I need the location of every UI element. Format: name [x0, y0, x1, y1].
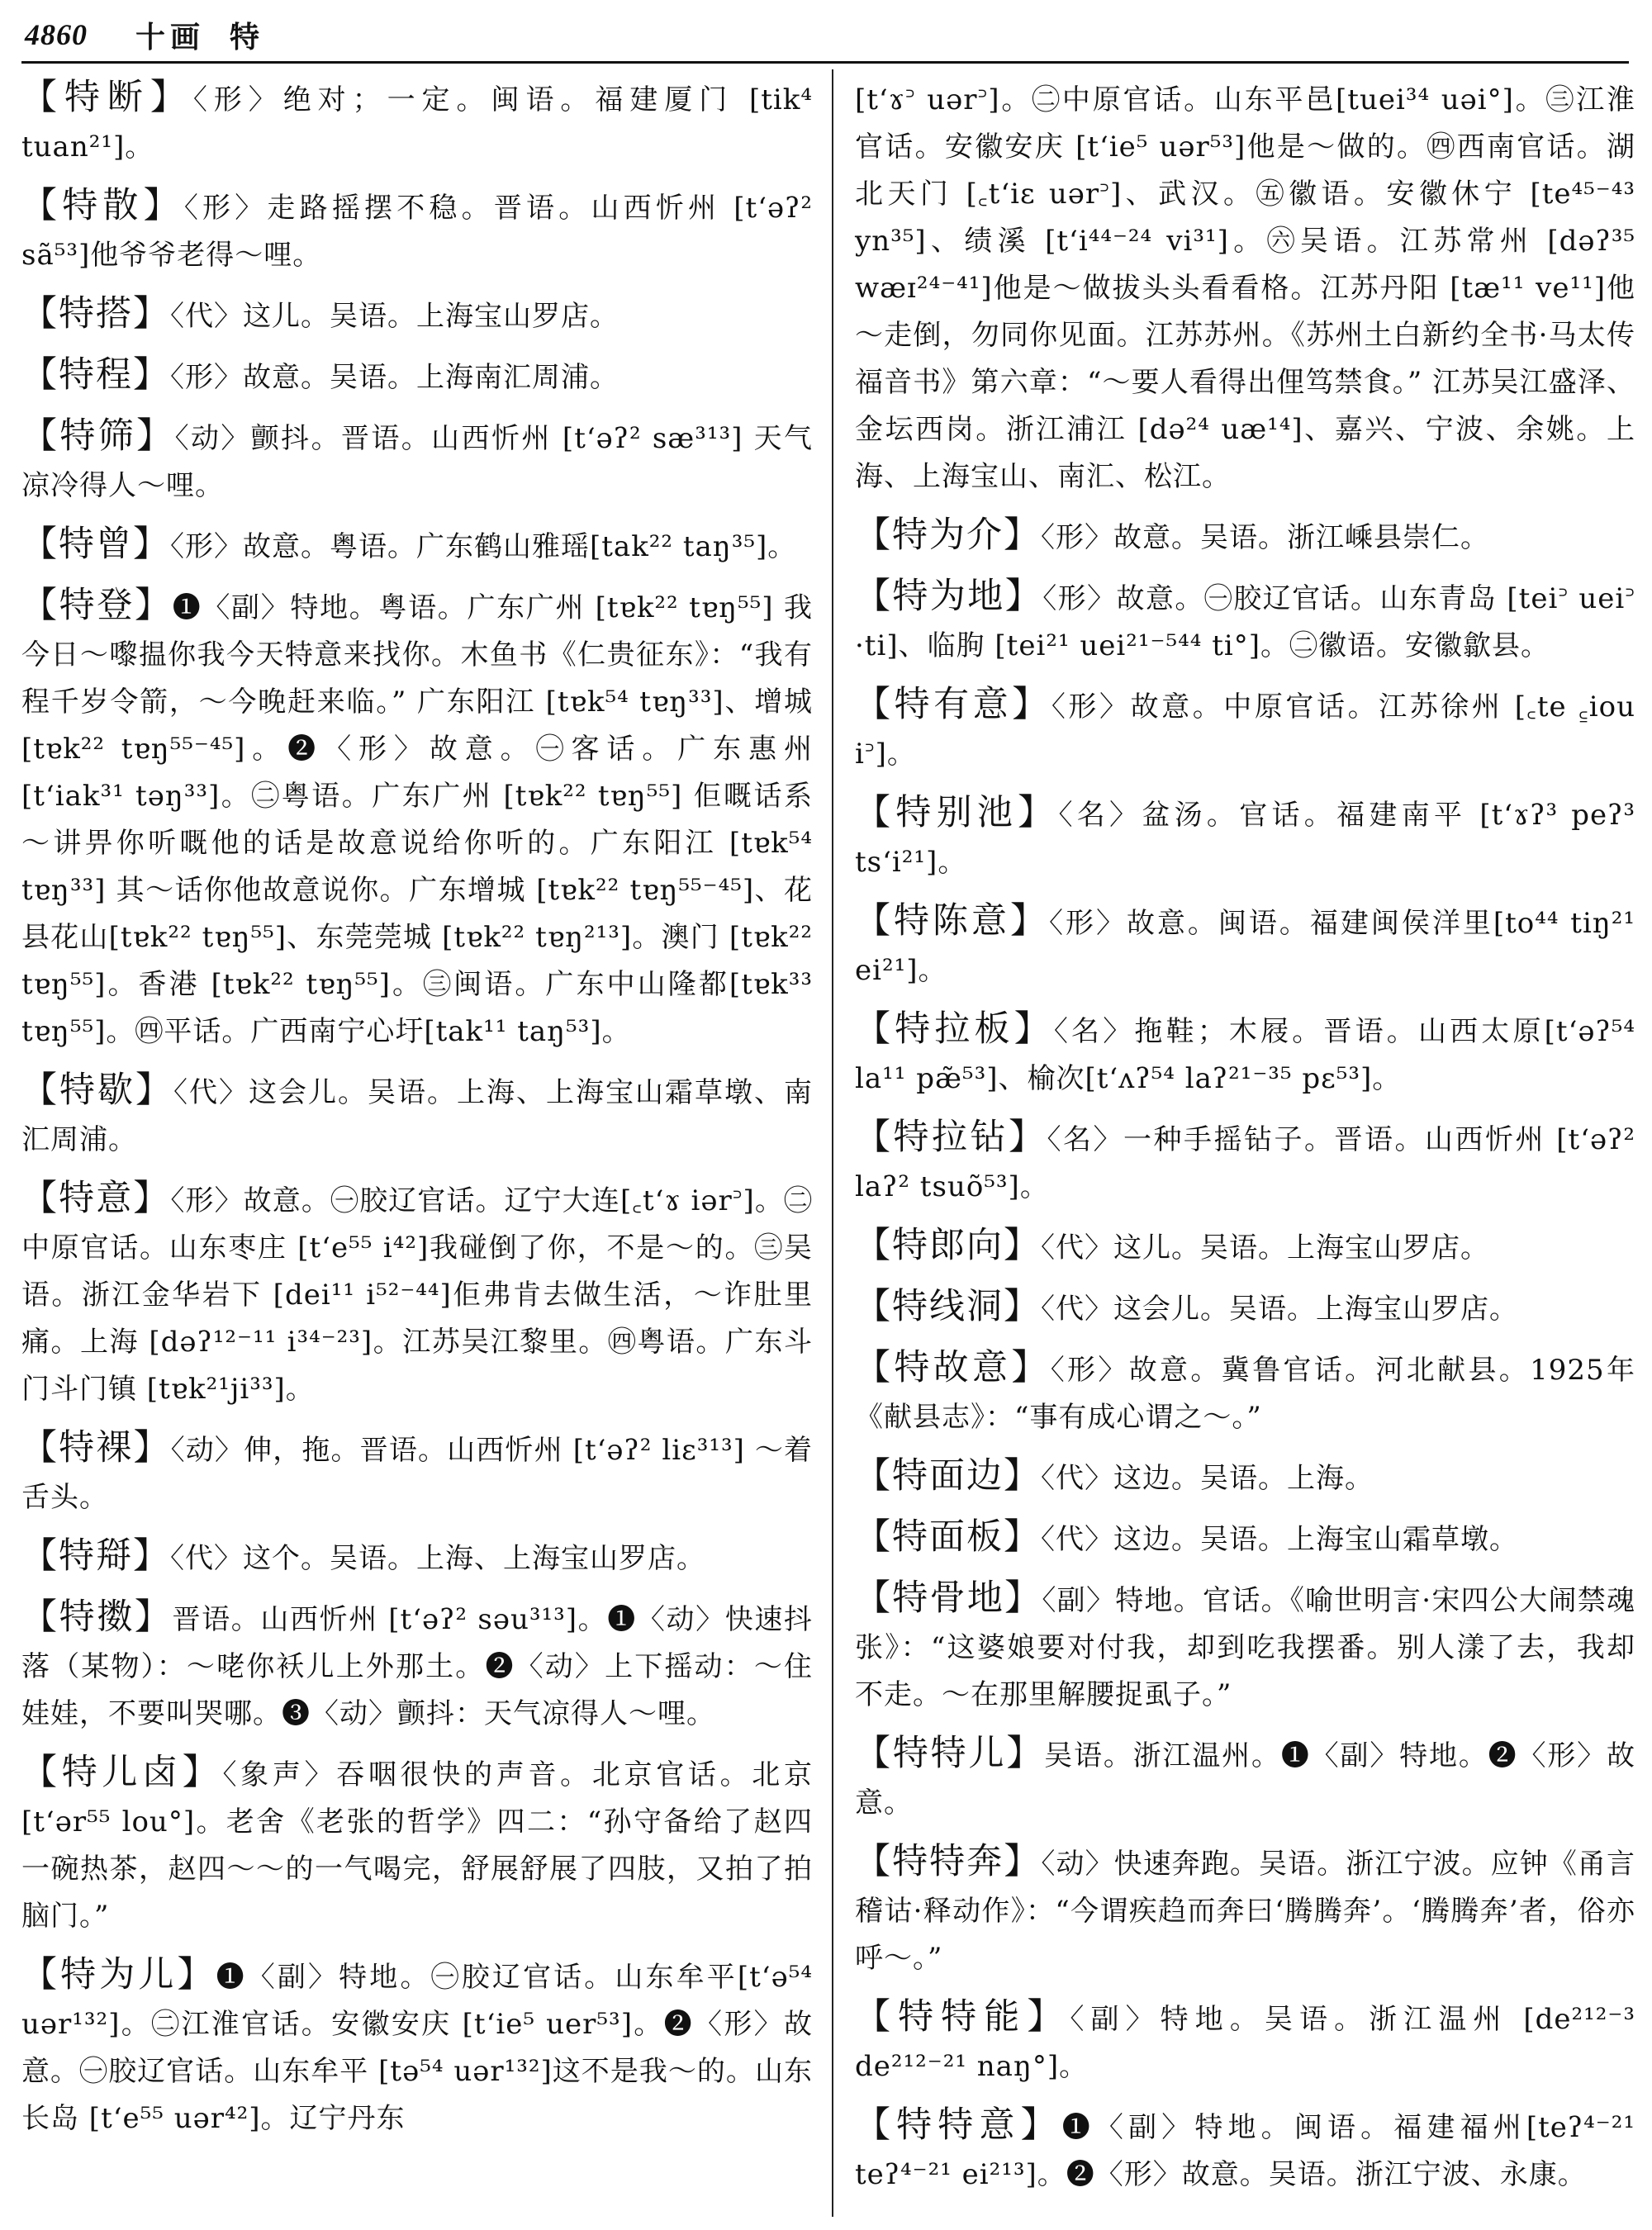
- dictionary-entry: [855, 1575, 1635, 1719]
- entry-headword: 【特为介】: [855, 515, 1041, 556]
- entry-headword: 【特线洞】: [855, 1286, 1041, 1327]
- entry-definition: 〈形〉故意。粤语。广东鹤山雅瑶[tak²² taŋ³⁵]。: [170, 530, 797, 563]
- dictionary-entry: [855, 1006, 1635, 1103]
- entry-headword: 【特歇】: [21, 1070, 173, 1111]
- dictionary-entry: [855, 512, 1635, 562]
- entry-headword: 【特断】: [21, 77, 193, 118]
- entry-definition: 〈代〉这会儿。吴语。上海宝山罗店。: [1041, 1293, 1518, 1326]
- entry-definition: 〈代〉这会儿。吴语。上海、上海宝山霜草墩、南汇周浦。: [21, 1076, 813, 1156]
- entry-headword: 【特儿卤】: [21, 1752, 223, 1793]
- entry-definition: 〈形〉故意。㊀胶辽官话。山东青岛 [tei꜄ uei꜄ ·ti]、临朐 [tei²¹ uei²¹⁻⁵⁴⁴ ti°]。㊁徽语。安徽歙县。: [855, 582, 1635, 662]
- entry-headword: 【特拉钻】: [855, 1117, 1047, 1158]
- entry-headword: 【特拉板】: [855, 1008, 1054, 1050]
- dictionary-entry: [21, 74, 813, 171]
- dictionary-entry: [21, 582, 813, 1056]
- entry-headword: 【特别池】: [855, 792, 1059, 833]
- entry-definition: 〈动〉快速奔跑。吴语。浙江宁波。应钟《甬言稽诂·释动作》：“今谓疾趋而奔曰‘腾腾奔’。‘腾腾奔’者，俗亦呼～。”: [855, 1848, 1636, 1975]
- dictionary-entry: [855, 1283, 1635, 1333]
- dictionary-entry: [21, 1425, 813, 1521]
- entry-headword: 【特故意】: [855, 1347, 1051, 1388]
- right-column: [855, 74, 1635, 2210]
- entry-definition: 〈象声〉吞咽很快的声音。北京官话。北京 [t‘ər⁵⁵ lou°]。老舍《老张的哲学》四二：“孙守备给了赵四一碗热茶，赵四～～的一气喝完，舒展舒展了四肢，又拍了拍脑门。”: [21, 1758, 814, 1933]
- dictionary-entry: [855, 1514, 1635, 1563]
- dictionary-entry-continued: [855, 74, 1635, 501]
- entry-headword: 【特裸】: [21, 1427, 171, 1468]
- entry-headword: 【特搭】: [21, 293, 170, 334]
- dictionary-entry: [855, 573, 1635, 670]
- page-header: [25, 12, 259, 58]
- section-label: 十画: [135, 19, 206, 55]
- entry-headword: 【特擞】: [21, 1597, 173, 1638]
- dictionary-entry: [21, 1533, 813, 1582]
- entry-definition: 〈形〉故意。㊀胶辽官话。辽宁大连[꜀t‘ɤ iər꜄]。㊁中原官话。山东枣庄 [t‘e⁵⁵ i⁴²]我碰倒了你，不是～的。㊂吴语。浙江金华岩下 [dei¹¹ i⁵²⁻⁴⁴]佢弗肯去做生活，～诈肚里痛。上海 [dəʔ¹²⁻¹¹ i³⁴⁻²³]。江苏吴江黎里。㊃粤语。广东斗门斗门镇 [tɐk²¹ji³³]。: [21, 1184, 813, 1406]
- entry-definition: ❶〈副〉特地。粤语。广东广州 [tɐk²² tɐŋ⁵⁵] 我今日～嚟揾你我今天特意来找你。木鱼书《仁贵征东》：“我有程千岁令箭，～今晚赶来临。” 广东阳江 [tɐk⁵⁴ tɐŋ³³]、增城 [tɐk²² tɐŋ⁵⁵⁻⁴⁵]。❷〈形〉故意。㊀客话。广东惠州 [t‘iak³¹ təŋ³³]。㊁粤语。广东广州 [tɐk²² tɐŋ⁵⁵] 佢嘅话系～讲畀你听嘅他的话是故意说给你听的。广东阳江 [tɐk⁵⁴ tɐŋ³³] 其～话你他故意说你。广东增城 [tɐk²² tɐŋ⁵⁵⁻⁴⁵]、花县花山[tɐk²² tɐŋ⁵⁵]、东莞莞城 [tɐk²² tɐŋ²¹³]。澳门 [tɐk²² tɐŋ⁵⁵]。香港 [tɐk²² tɐŋ⁵⁵]。㊂闽语。广东中山隆都[tɐk³³ tɐŋ⁵⁵]。㊃平话。广西南宁心圩[tak¹¹ taŋ⁵³]。: [21, 591, 814, 1048]
- page-number: 4860: [25, 18, 88, 51]
- entry-headword: 【特骨地】: [855, 1578, 1042, 1619]
- dictionary-entry: [855, 898, 1635, 994]
- entry-definition: 〈名〉盆汤。官话。福建南平 [t‘ɤʔ³ peʔ³ ts‘i²¹]。: [855, 799, 1635, 879]
- entry-definition: 吴语。浙江温州。❶〈副〉特地。❷〈形〉故意。: [855, 1739, 1636, 1820]
- dictionary-entry: [855, 1839, 1635, 1982]
- dictionary-entry: [21, 1067, 813, 1164]
- entry-definition: 〈名〉一种手摇钻子。晋语。山西忻州 [t‘əʔ² laʔ² tsuõ⁵³]。: [855, 1123, 1635, 1203]
- dictionary-entry: [855, 1222, 1635, 1272]
- dictionary-entry: [855, 1994, 1635, 2090]
- entry-definition: 〈形〉故意。闽语。福建闽侯洋里[to⁴⁴ tiŋ²¹ ei²¹]。: [855, 907, 1635, 987]
- dictionary-entry: [21, 1952, 813, 2142]
- entry-definition: ❶〈副〉特地。闽语。福建福州[teʔ⁴⁻²¹ teʔ⁴⁻²¹ ei²¹³]。❷〈形〉故意。吴语。浙江宁波、永康。: [855, 2111, 1635, 2191]
- dictionary-entry: [21, 183, 813, 279]
- entry-headword: 【特登】: [21, 585, 173, 626]
- entry-headword: 【特陈意】: [855, 900, 1049, 942]
- entry-definition: 〈形〉故意。吴语。浙江嵊县崇仁。: [1041, 521, 1489, 554]
- entry-definition: 〈动〉颤抖。晋语。山西忻州 [t‘əʔ² sæ³¹³] 天气凉冷得人～哩。: [21, 422, 814, 502]
- entry-definition: 〈代〉这儿。吴语。上海宝山罗店。: [170, 300, 619, 333]
- dictionary-entry: [855, 1730, 1635, 1827]
- entry-definition: 〈副〉特地。吴语。浙江温州 [de²¹²⁻³ de²¹²⁻²¹ naŋ°]。: [855, 2003, 1635, 2083]
- left-column: [21, 74, 813, 2154]
- entry-headword: 【特面边】: [855, 1455, 1041, 1497]
- dictionary-entry: [21, 521, 813, 571]
- dictionary-entry: [21, 291, 813, 340]
- entry-definition: [t‘ɤ꜄ uər꜄]。㊁中原官话。山东平邑[tuei³⁴ uəi°]。㊂江淮官话。安徽安庆 [t‘ie⁵ uər⁵³]他是～做的。㊃西南官话。湖北天门 [꜀t‘iɛ uər꜄]、武汉。㊄徽语。安徽休宁 [te⁴⁵⁻⁴³ yn³⁵]、绩溪 [t‘i⁴⁴⁻²⁴ vi³¹]。㊅吴语。江苏常州 [dəʔ³⁵ wæɪ²⁴⁻⁴¹]他是～做拔头头看看格。江苏丹阳 [tæ¹¹ ve¹¹]他～走倒，勿同你见面。江苏苏州。《苏州土白新约全书·马太传福音书》第六章：“～要人看得出俚笃禁食。” 江苏吴江盛泽、金坛西岗。浙江浦江 [də²⁴ uæ¹⁴]、嘉兴、宁波、余姚。上海、上海宝山、南汇、松江。: [855, 83, 1635, 493]
- dictionary-entry: [855, 1453, 1635, 1502]
- dictionary-entry: [21, 1594, 813, 1738]
- entry-headword: 【特搿】: [21, 1535, 170, 1577]
- entry-headword: 【特程】: [21, 354, 170, 396]
- entry-headword: 【特意】: [21, 1178, 171, 1219]
- entry-definition: 〈代〉这边。吴语。上海。: [1041, 1462, 1374, 1495]
- entry-headword: 【特为儿】: [21, 1954, 216, 1995]
- entry-definition: 〈代〉这边。吴语。上海宝山霜草墩。: [1041, 1523, 1518, 1556]
- entry-headword: 【特特能】: [855, 1996, 1070, 2038]
- entry-headword: 【特面板】: [855, 1516, 1041, 1558]
- entry-definition: 晋语。山西忻州 [t‘əʔ² səu³¹³]。❶〈动〉快速抖落（某物）：～咾你袄儿上外那土。❷〈动〉上下摇动：～住娃娃，不要叫哭哪。❸〈动〉颤抖：天气凉得人～哩。: [21, 1603, 814, 1730]
- header-rule: [21, 61, 1629, 64]
- dictionary-entry: [21, 352, 813, 401]
- head-character: 特: [230, 19, 260, 55]
- entry-headword: 【特有意】: [855, 684, 1051, 725]
- dictionary-entry: [855, 790, 1635, 886]
- dictionary-entry: [855, 681, 1635, 778]
- entry-definition: 〈形〉故意。冀鲁官话。河北献县。1925年《献县志》：“事有成心谓之～。”: [855, 1354, 1636, 1434]
- entry-headword: 【特特儿】: [855, 1733, 1045, 1774]
- entry-definition: 〈名〉拖鞋；木屐。晋语。山西太原[t‘əʔ⁵⁴ la¹¹ pæ̃⁵³]、榆次[t‘ʌʔ⁵⁴ laʔ²¹⁻³⁵ pɛ⁵³]。: [855, 1015, 1636, 1095]
- entry-definition: 〈形〉绝对；一定。闽语。福建厦门 [tik⁴ tuan²¹]。: [21, 83, 814, 164]
- dictionary-entry: [21, 1175, 813, 1413]
- dictionary-entry: [21, 1749, 813, 1940]
- entry-headword: 【特特奔】: [855, 1841, 1042, 1882]
- entry-headword: 【特曾】: [21, 524, 170, 565]
- entry-definition: ❶〈副〉特地。㊀胶辽官话。山东牟平[t‘ə⁵⁴ uər¹³²]。㊁江淮官话。安徽安庆 [t‘ie⁵ uer⁵³]。❷〈形〉故意。㊀胶辽官话。山东牟平 [tə⁵⁴ uər¹³²]这不是我～的。山东长岛 [t‘e⁵⁵ uər⁴²]。辽宁丹东: [21, 1961, 813, 2135]
- entry-headword: 【特筛】: [21, 415, 175, 457]
- dictionary-entry: [855, 1114, 1635, 1211]
- entry-headword: 【特为地】: [855, 576, 1043, 617]
- entry-headword: 【特郎向】: [855, 1225, 1041, 1266]
- entry-definition: 〈形〉走路摇摆不稳。晋语。山西忻州 [t‘əʔ² sã⁵³]他爷爷老得～哩。: [21, 192, 813, 272]
- dictionary-entry: [21, 413, 813, 510]
- entry-headword: 【特散】: [21, 185, 184, 226]
- entry-definition: 〈副〉特地。官话。《喻世明言·宋四公大闹禁魂张》：“这婆娘要对付我，却到吃我摆番。别人漾了去，我却不走。～在那里解腰捉虱子。”: [855, 1584, 1636, 1711]
- entry-headword: 【特特意】: [855, 2104, 1062, 2146]
- column-divider: [832, 69, 833, 2217]
- entry-definition: 〈代〉这个。吴语。上海、上海宝山罗店。: [170, 1542, 705, 1575]
- dictionary-entry: [855, 1345, 1635, 1441]
- entry-definition: 〈代〉这儿。吴语。上海宝山罗店。: [1041, 1231, 1489, 1264]
- dictionary-entry: [855, 2102, 1635, 2199]
- entry-definition: 〈形〉故意。吴语。上海南汇周浦。: [170, 361, 619, 394]
- entry-definition: 〈形〉故意。中原官话。江苏徐州 [꜀te ꜁iou i꜄]。: [855, 690, 1635, 771]
- entry-definition: 〈动〉伸，拖。晋语。山西忻州 [t‘əʔ² liɛ³¹³] ～着舌头。: [21, 1434, 813, 1514]
